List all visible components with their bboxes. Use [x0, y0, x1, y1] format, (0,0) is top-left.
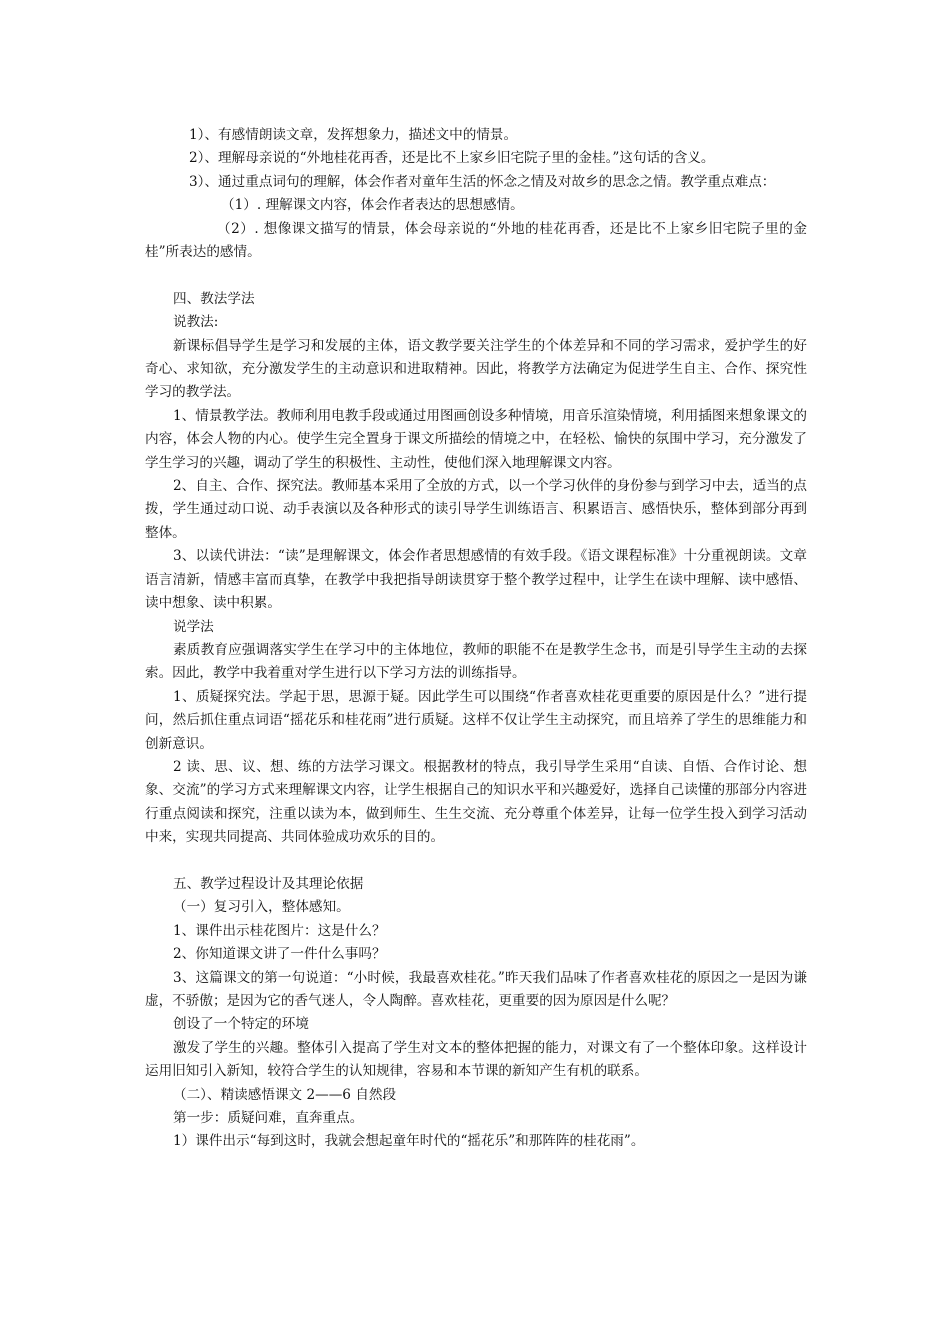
- paragraph: 激发了学生的兴趣。整体引入提高了学生对文本的整体把握的能力，对课文有了一个整体印象。这样设计运用旧知引入新知，较符合学生的认知规律，容易和本节课的新知产生有机的联系。: [145, 1039, 807, 1080]
- document-body: [145, 124, 807, 1154]
- process-item: 2、你知道课文讲了一件什么事吗？: [173, 946, 386, 963]
- method-item: 3、以读代讲法：“读”是理解课文，体会作者思想感情的有效手段。《语文课程标准》十分重视朗读。文章语言清新，情感丰富而真挚，在教学中我把指导朗读贯穿于整个教学过程中，让学生在读中理解、读中感悟、读中想象、读中积累。: [145, 548, 807, 612]
- subsection-heading: 说学法: [173, 618, 214, 635]
- key-point-item: （2）. 想像课文描写的情景，体会母亲说的“外地的桂花再香，还是比不上家乡旧宅院子里的金桂”所表达的感情。: [145, 220, 807, 261]
- paragraph: 新课标倡导学生是学习和发展的主体，语文教学要关注学生的个体差异和不同的学习需求，爱护学生的好奇心、求知欲，充分激发学生的主动意识和进取精神。因此，将教学方法确定为促进学生自主、合作、探究性学习的教学法。: [145, 337, 807, 401]
- method-item: 1、质疑探究法。学起于思，思源于疑。因此学生可以围绕“作者喜欢桂花更重要的原因是什么？”进行提问，然后抓住重点词语“摇花乐和桂花雨”进行质疑。这样不仅让学生主动探究，而且培养了学生的思维能力和创新意识。: [145, 688, 807, 752]
- goal-item: 1）、有感情朗读文章，发挥想象力，描述文中的情景。: [189, 127, 518, 143]
- paragraph-gap: [145, 850, 807, 873]
- paragraph-gap: [145, 264, 807, 287]
- method-item: 1、情景教学法。教师利用电教手段或通过用图画创设多种情境，用音乐渲染情境，利用插图来想象课文的内容，体会人物的内心。使学生完全置身于课文所描绘的情境之中，在轻松、愉快的氛围中学习，充分激发了学生学习的兴趣，调动了学生的积极性、主动性，使他们深入地理解课文内容。: [145, 407, 807, 471]
- process-item: 1、课件出示桂花图片：这是什么？: [173, 922, 386, 939]
- section-heading: 五、教学过程设计及其理论依据: [173, 875, 364, 892]
- section-heading: 四、教法学法: [173, 290, 255, 307]
- goal-item: 2）、理解母亲说的“外地桂花再香，还是比不上家乡旧宅院子里的金桂。”这句话的含义。: [189, 150, 715, 167]
- step-item: 1）课件出示“每到这时，我就会想起童年时代的“摇花乐”和那阵阵的桂花雨”。: [173, 1133, 645, 1150]
- process-item: 3、这篇课文的第一句说道：“小时候，我最喜欢桂花。”昨天我们品味了作者喜欢桂花的原因之一是因为谦虚，不骄傲；是因为它的香气迷人，令人陶醉。喜欢桂花，更重要的因为原因是什么呢？: [145, 969, 807, 1009]
- step-heading: 第一步：质疑问难，直奔重点。: [173, 1110, 364, 1127]
- paragraph: 素质教育应强调落实学生在学习中的主体地位，教师的职能不在是教学生念书，而是引导学生主动的去探索。因此，教学中我着重对学生进行以下学习方法的训练指导。: [145, 641, 807, 682]
- subsection-heading: （二）、精读感悟课文 2——6 自然段: [173, 1086, 397, 1103]
- key-point-item: （1）. 理解课文内容，体会作者表达的思想感情。: [221, 197, 524, 214]
- paragraph: 创设了一个特定的环境: [173, 1016, 309, 1033]
- goal-item: 3）、通过重点词句的理解，体会作者对童年生活的怀念之情及对故乡的思念之情。教学重点难点：: [189, 173, 776, 190]
- subsection-heading: 说教法:: [173, 314, 219, 331]
- subsection-heading: （一）复习引入，整体感知。: [173, 899, 350, 916]
- method-item: 2、自主、合作、探究法。教师基本采用了全放的方式，以一个学习伙伴的身份参与到学习中去，适当的点拨，学生通过动口说、动手表演以及各种形式的读引导学生训练语言、积累语言、感悟快乐，整体到部分再到整体。: [145, 478, 807, 541]
- method-item: 2 读、思、议、想、练的方法学习课文。根据教材的特点，我引导学生采用“自读、自悟、合作讨论、想象、交流”的学习方式来理解课文内容，让学生根据自己的知识水平和兴趣爱好，选择自己读懂的那部分内容进行重点阅读和探究，注重以读为本，做到师生、生生交流、充分尊重个体差异，让每一位学生投入到学习活动中来，实现共同提高、共同体验成功欢乐的目的。: [145, 758, 807, 846]
